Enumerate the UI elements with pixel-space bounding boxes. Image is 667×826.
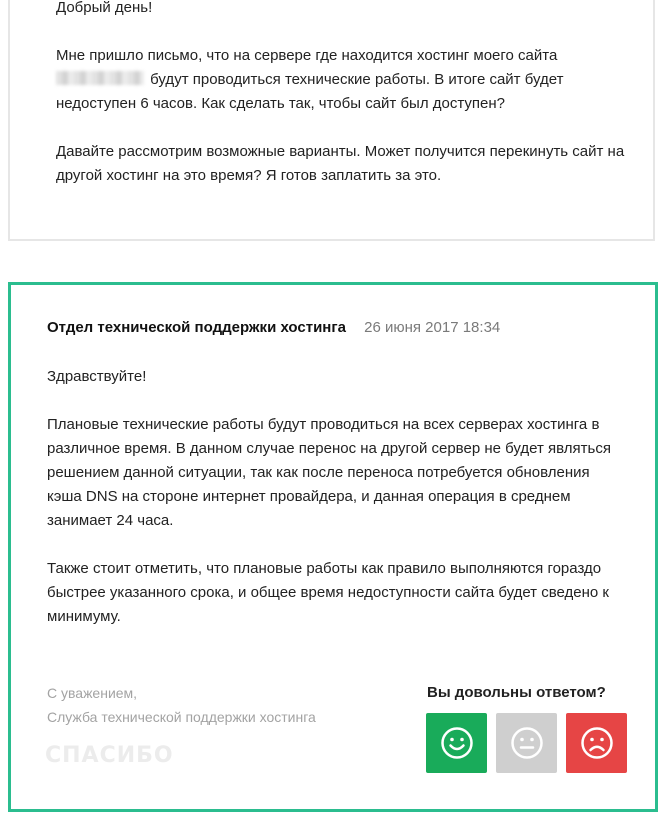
rating-question: Вы довольны ответом? <box>427 684 606 701</box>
signature-line-2: Служба технической поддержки хостинга <box>47 709 316 725</box>
customer-message-card <box>8 0 655 241</box>
reply-paragraph-2: Также стоит отметить, что плановые работы как правило выполняются гораздо быстрее указанного срока, и общее время недоступности сайта будет сведено к минимуму. <box>47 560 609 625</box>
customer-paragraph-2: Давайте рассмотрим возможные варианты. Может получится перекинуть сайт на другой хостинг на это время? Я готов заплатить за это. <box>56 143 625 184</box>
rating-buttons <box>426 713 627 773</box>
reply-body <box>47 365 617 653</box>
redacted-site-name <box>56 71 144 85</box>
sad-face-icon <box>580 726 614 760</box>
support-reply-card <box>8 282 658 812</box>
customer-paragraph-1 <box>56 44 626 116</box>
thanks-logo: СПАСИБО <box>45 743 174 768</box>
customer-paragraph-1-end: будут проводиться технические работы. В итоге сайт будет недоступен 6 часов. Как сделать так, чтобы сайт был доступен? <box>56 71 564 112</box>
reply-signature <box>47 681 316 729</box>
rate-neutral-button[interactable] <box>496 713 557 773</box>
neutral-face-icon <box>510 726 544 760</box>
customer-greeting: Добрый день! <box>56 0 153 16</box>
reply-paragraph-1: Плановые технические работы будут проводиться на всех серверах хостинга в различное время. В данном случае перенос на другой сервер не будет являться решением данной ситуации, так как после переноса потребуется обновления кэша DNS на стороне интернет провайдера, и данная операция в среднем занимает 24 часа. <box>47 416 611 529</box>
signature-line-1: С уважением, <box>47 685 138 701</box>
rate-sad-button[interactable] <box>566 713 627 773</box>
reply-greeting: Здравствуйте! <box>47 368 147 385</box>
reply-date: 26 июня 2017 18:34 <box>364 319 501 336</box>
customer-paragraph-1-start: Мне пришло письмо, что на сервере где находится хостинг моего сайта <box>56 47 558 64</box>
rate-happy-button[interactable] <box>426 713 487 773</box>
reply-header <box>47 318 500 338</box>
reply-author: Отдел технической поддержки хостинга <box>47 319 346 336</box>
happy-face-icon <box>440 726 474 760</box>
customer-message-text <box>56 0 626 212</box>
